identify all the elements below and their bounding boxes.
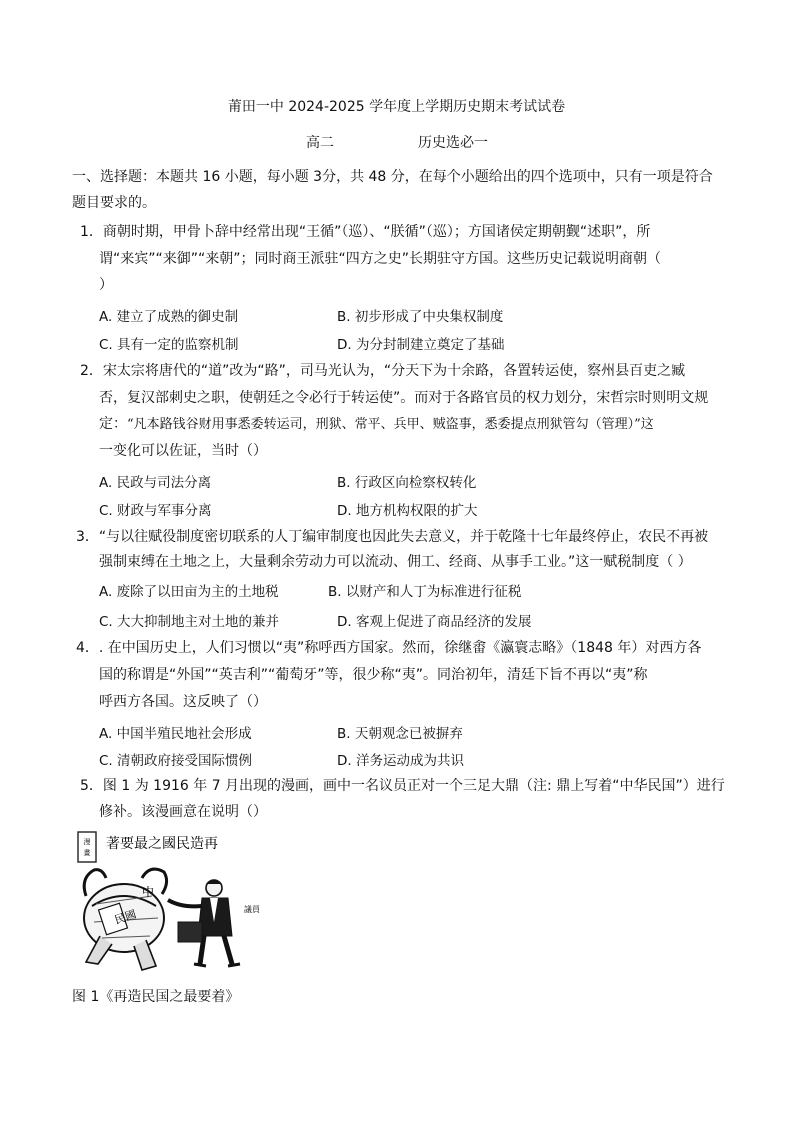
q5-stem-line1: 5．图 1 为 1916 年 7 月出现的漫画，画中一名议员正对一个三足大鼎（注: 鼎上写着“中华民国”）进行 <box>80 778 725 794</box>
q4-stem-line3: 呼西方各国。这反映了（） <box>99 694 267 710</box>
q1-stem-line2: 谓“来宾”“来御”“来朝”；同时商王派驻“四方之史”长期驻守方国。这些历史记载说明商朝（ <box>99 251 662 267</box>
q1-stem-line1: 1．商朝时期，甲骨卜辞中经常出现“王循”（巡）、“朕循”（巡）；方国诸侯定期朝觐“述职”，所 <box>80 224 651 240</box>
q2-stem-line4: 一变化可以佐证，当时（） <box>99 443 267 459</box>
q1-option-a[interactable]: A. 建立了成熟的御史制 <box>99 309 239 325</box>
q2-stem-line3-quote: “凡本路钱谷财用事悉委转运司，刑狱、常平、兵甲、贼盗事，悉委提点刑狱管勾（管理）”这 <box>127 417 654 432</box>
section-intro-line1: 一、选择题：本题共 16 小题，每小题 3分，共 48 分，在每个小题给出的四个选项中，只有一项是符合 <box>72 169 713 185</box>
q3-option-c[interactable]: C. 大大抑制地主对土地的兼并 <box>99 614 280 630</box>
q2-option-c[interactable]: C. 财政与军事分离 <box>99 503 212 519</box>
q2-option-a[interactable]: A. 民政与司法分离 <box>99 475 212 491</box>
artist-signature: 議員 <box>244 905 260 914</box>
grade-label: 高二 <box>306 135 334 151</box>
q1-option-d[interactable]: D. 为分封制建立奠定了基础 <box>337 337 505 353</box>
cauldron-inscription-2: 中 <box>142 885 155 899</box>
q5-stem-line2: 修补。该漫画意在说明（） <box>99 804 267 820</box>
q1-option-c[interactable]: C. 具有一定的监察机制 <box>99 337 239 353</box>
q2-stem-line3 <box>99 414 654 435</box>
cartoon-title-text: 著要最之國民造再 <box>106 836 218 852</box>
q4-option-d[interactable]: D. 洋务运动成为共识 <box>337 753 464 769</box>
politician-arm <box>168 900 202 906</box>
cartoon-tag-text-2: 畫 <box>83 849 91 857</box>
q3-option-d[interactable]: D. 客观上促进了商品经济的发展 <box>337 614 532 630</box>
q3-option-a[interactable]: A. 废除了以田亩为主的土地税 <box>99 584 279 600</box>
q2-stem-line1: 2．宋太宗将唐代的“道”改为“路”，司马光认为，“分天下为十余路，各置转运使，察州县百吏之臧 <box>80 363 686 379</box>
exam-title: 莆田一中 2024-2025 学年度上学期历史期末考试试卷 <box>227 99 566 115</box>
figure-caption: 图 1《再造民国之最要着》 <box>72 989 240 1005</box>
q2-stem-line2: 否，复汉部刺史之职，使朝廷之令必行于转运使”。而对于各路官员的权力划分，宋哲宗时则明文规 <box>99 390 709 406</box>
cauldron-inscription: 民國 <box>112 907 138 927</box>
q3-stem-line1: 3．“与以往赋役制度密切联系的人丁编审制度也因此失去意义，并于乾隆十七年最终停止，农民不再被 <box>76 529 709 545</box>
q4-stem-line2: 国的称谓是“外国”“英吉利”“葡萄牙”等，很少称“夷”。同治初年，清廷下旨不再以“夷”称 <box>99 667 648 683</box>
cartoon-figure <box>72 826 258 976</box>
cauldron-leg-right <box>134 940 156 970</box>
politician-legs <box>200 936 232 964</box>
cartoon-tag-box <box>78 832 96 862</box>
q2-stem-line3-prefix: 定： <box>99 416 127 432</box>
q2-option-d[interactable]: D. 地方机构权限的扩大 <box>337 503 478 519</box>
q4-stem-line1: 4．. 在中国历史上，人们习惯以“夷”称呼西方国家。然而，徐继畬《瀛寰志略》（1848 年）对西方各 <box>76 640 702 656</box>
q2-option-b[interactable]: B. 行政区向检察权转化 <box>337 475 477 491</box>
cartoon-tag-text: 漫 <box>83 838 91 846</box>
q1-option-b[interactable]: B. 初步形成了中央集权制度 <box>337 309 504 325</box>
politician-hair <box>206 880 222 884</box>
politician-shoes <box>194 964 240 966</box>
subject-label: 历史选必一 <box>418 135 488 151</box>
cartoon-illustration <box>72 826 258 976</box>
q4-option-c[interactable]: C. 清朝政府接受国际惯例 <box>99 753 253 769</box>
q3-option-b[interactable]: B. 以财产和人丁为标准进行征税 <box>328 584 522 600</box>
q4-option-a[interactable]: A. 中国半殖民地社会形成 <box>99 726 252 742</box>
q4-option-b[interactable]: B. 天朝观念已被摒弃 <box>337 726 463 742</box>
q1-stem-line3: ） <box>99 277 113 293</box>
section-intro-line2: 题目要求的。 <box>72 195 156 211</box>
tool-box <box>178 922 202 942</box>
q3-stem-line2: 强制束缚在土地之上，大量剩余劳动力可以流动、佣工、经商、从事手工业。”这一赋税制度（ ） <box>99 554 692 570</box>
